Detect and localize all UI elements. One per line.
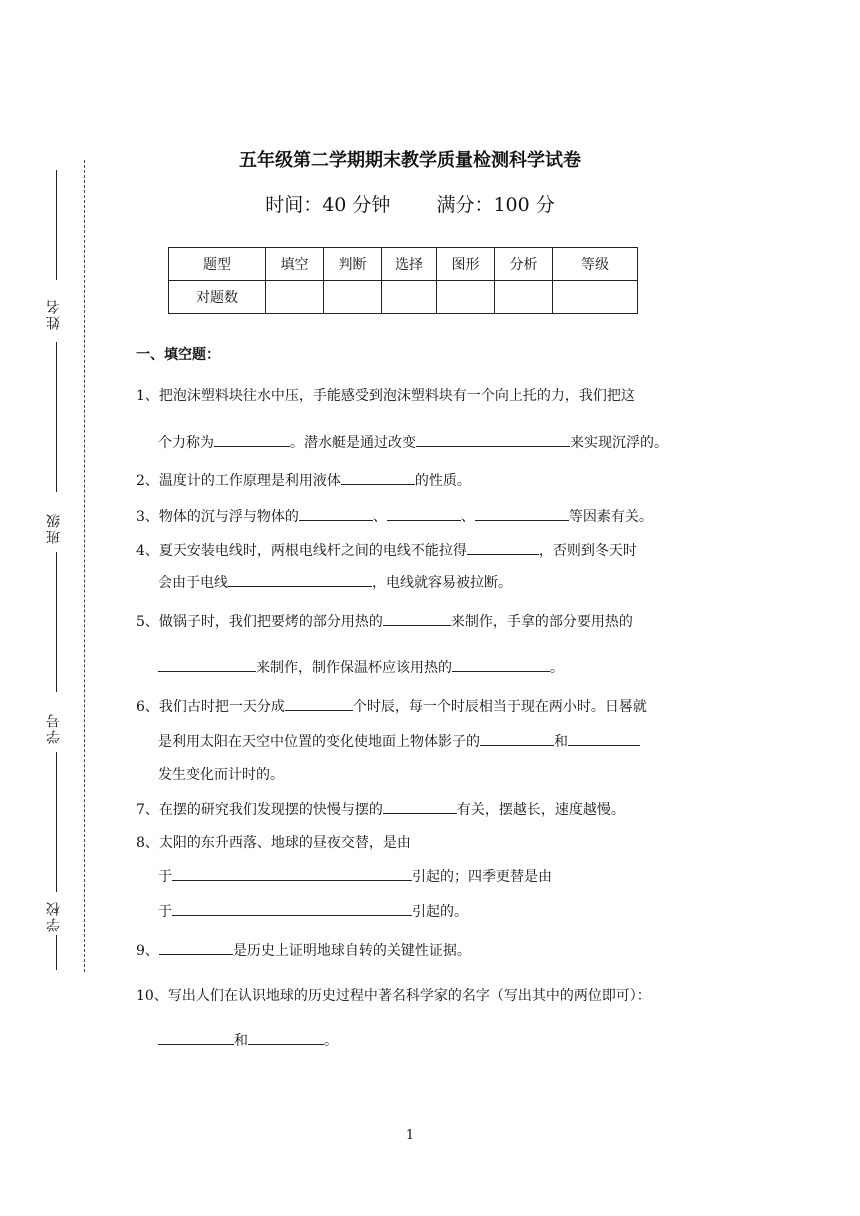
question-6-line-1: 6、我们古时把一天分成 个时辰，每一个时辰相当于现在两小时。日晷就 (136, 696, 647, 717)
binding-dotted-line (84, 160, 85, 972)
exam-time: 时间：40 分钟 (265, 194, 391, 216)
blank[interactable] (341, 470, 415, 485)
score-table-header-row (169, 248, 638, 281)
question-3: 3、物体的沉与浮与物体的 、 、 等因素有关。 (136, 506, 653, 527)
exam-full-score: 满分：100 分 (436, 194, 555, 216)
question-9: 9、 是历史上证明地球自转的关键性证据。 (136, 940, 471, 961)
question-5-line-1: 5、做锅子时，我们把要烤的部分用热的 来制作，手拿的部分要用热的 (136, 611, 633, 632)
question-6-line-2: 是利用太阳在天空中位置的变化使地面上物体影子的 和 (158, 731, 640, 752)
margin-line-3 (56, 552, 57, 692)
header-cell-analysis: 分析 (495, 248, 553, 281)
question-8-line-3: 于 引起的。 (158, 901, 468, 922)
margin-line-5 (56, 935, 57, 970)
blank[interactable] (159, 940, 233, 955)
header-cell-judge: 判断 (324, 248, 382, 281)
header-cell-type: 题型 (169, 248, 266, 281)
blank[interactable] (475, 506, 569, 521)
header-cell-fill: 填空 (266, 248, 324, 281)
question-8-line-2: 于 引起的；四季更替是由 (158, 866, 552, 887)
header-cell-grade: 等级 (553, 248, 638, 281)
blank[interactable] (158, 1030, 234, 1045)
question-6-line-3: 发生变化而计时的。 (158, 767, 284, 783)
exam-title: 五年级第二学期期末教学质量检测科学试卷 (239, 150, 581, 171)
school-label: 学校 (46, 900, 62, 932)
section-title: 一、填空题： (136, 347, 220, 363)
blank[interactable] (416, 432, 570, 447)
count-cell-figure[interactable] (437, 281, 495, 314)
exam-subtitle (0, 190, 820, 217)
class-label: 班级 (46, 512, 62, 544)
blank[interactable] (387, 506, 461, 521)
question-4-line-1: 4、夏天安装电线时，两根电线杆之间的电线不能拉得 ，否则到冬天时 (136, 540, 637, 561)
blank[interactable] (383, 611, 451, 626)
count-cell-grade[interactable] (553, 281, 638, 314)
margin-line-2 (56, 342, 57, 492)
blank[interactable] (285, 696, 353, 711)
question-5-line-2: 来制作，制作保温杯应该用热的 。 (158, 657, 564, 678)
question-10-line-1: 10、写出人们在认识地球的历史过程中著名科学家的名字（写出其中的两位即可）： (136, 988, 651, 1004)
question-7: 7、在摆的研究我们发现摆的快慢与摆的 有关，摆越长，速度越慢。 (136, 799, 625, 820)
margin-line-1 (56, 170, 57, 280)
blank[interactable] (172, 901, 412, 916)
count-cell-analysis[interactable] (495, 281, 553, 314)
score-table-count-row (169, 281, 638, 314)
question-8-line-1: 8、太阳的东升西落、地球的昼夜交替，是由 (136, 835, 411, 851)
question-1-line-1: 1、把泡沫塑料块往水中压，手能感受到泡沫塑料块有一个向上托的力，我们把这 (136, 388, 635, 404)
score-table (168, 247, 638, 314)
margin-line-4 (56, 752, 57, 892)
blank[interactable] (228, 572, 372, 587)
count-cell-choice[interactable] (382, 281, 437, 314)
blank[interactable] (452, 657, 550, 672)
blank[interactable] (158, 657, 256, 672)
blank[interactable] (172, 866, 412, 881)
count-row-label: 对题数 (169, 281, 266, 314)
question-2: 2、温度计的工作原理是利用液体 的性质。 (136, 470, 471, 491)
blank[interactable] (568, 731, 640, 746)
count-cell-judge[interactable] (324, 281, 382, 314)
page-number: 1 (405, 1128, 415, 1143)
blank[interactable] (248, 1030, 324, 1045)
header-cell-choice: 选择 (382, 248, 437, 281)
question-1-line-2: 个力称为 。潜水艇是通过改变 来实现沉浮的。 (158, 432, 668, 453)
count-cell-fill[interactable] (266, 281, 324, 314)
name-label: 姓名 (46, 298, 62, 330)
question-4-line-2: 会由于电线 ，电线就容易被拉断。 (158, 572, 512, 593)
blank[interactable] (299, 506, 373, 521)
question-10-line-2: 和 。 (158, 1030, 338, 1051)
blank[interactable] (214, 432, 290, 447)
blank[interactable] (467, 540, 539, 555)
blank[interactable] (383, 799, 457, 814)
student-id-label: 学号 (46, 712, 62, 744)
blank[interactable] (480, 731, 554, 746)
header-cell-figure: 图形 (437, 248, 495, 281)
